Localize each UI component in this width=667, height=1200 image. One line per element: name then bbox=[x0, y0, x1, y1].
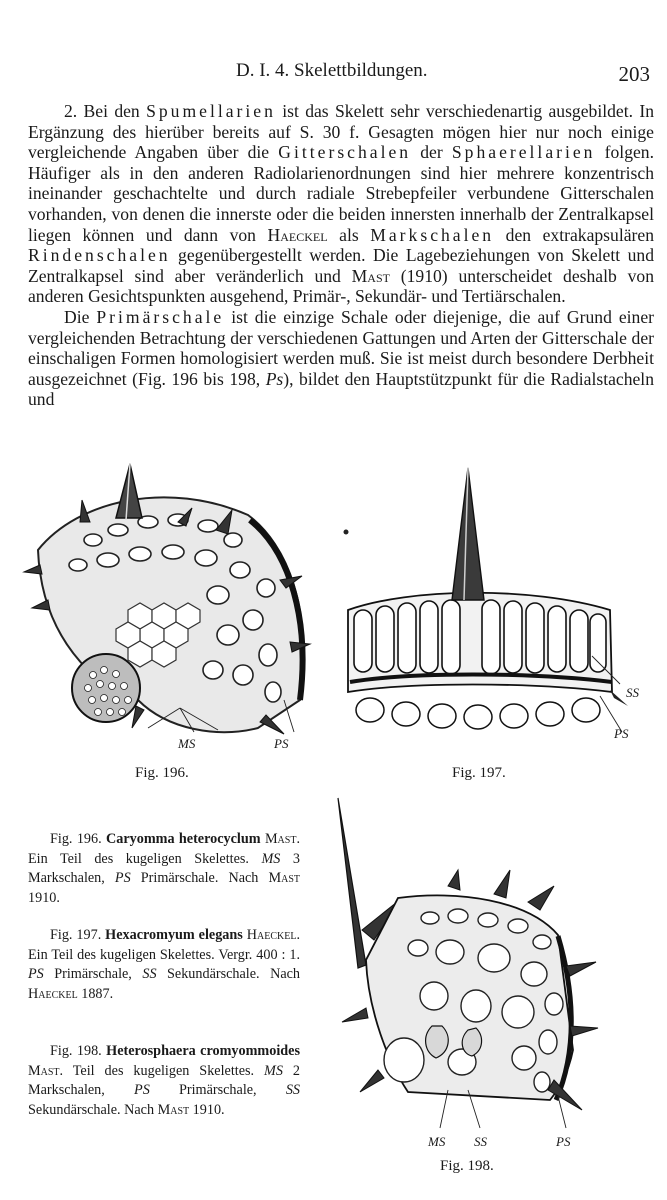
figure-197-label: Fig. 197. bbox=[452, 765, 506, 781]
author-haeckel: Haeckel bbox=[267, 224, 328, 245]
caption-198: Fig. 198. Heterosphaera cromyommoides Mast. Teil des kugeligen Skelettes. MS 2 Markschalen, PS Primärschale, SS Sekundärschale. Nach Mast 1910. bbox=[28, 1043, 300, 1118]
fig197-label-ss: SS bbox=[626, 685, 639, 700]
caption-196: Fig. 196. Caryomma heterocyclum Mast. Ein Teil des kugeligen Skelettes. MS 3 Markschalen, PS Primärschale. Nach Mast 1910. bbox=[28, 831, 300, 906]
author-mast: Mast bbox=[351, 265, 390, 286]
fig198-label-ss: SS bbox=[474, 1134, 487, 1149]
emphasis-gitterschalen: Gitterschalen bbox=[278, 142, 412, 163]
section-title: D. I. 4. Skelettbildungen. bbox=[236, 60, 428, 81]
fig198-label-ps: PS bbox=[556, 1134, 571, 1149]
running-header bbox=[28, 60, 654, 88]
body-text bbox=[28, 101, 654, 410]
emphasis-primarschale: Primärschale bbox=[96, 306, 225, 327]
emphasis-spumellarien: Spumellarien bbox=[146, 101, 276, 121]
figure-196-illustration bbox=[18, 460, 318, 760]
fig196-label-ms: MS bbox=[178, 736, 196, 751]
fig197-label-ps: PS bbox=[614, 726, 629, 741]
species-name: Heterosphaera cromyommoides bbox=[106, 1043, 300, 1059]
figure-197 bbox=[330, 460, 650, 760]
figure-198-illustration bbox=[318, 790, 618, 1152]
emphasis-markschalen: Markschalen bbox=[370, 224, 495, 245]
abbrev-ps: Ps bbox=[265, 368, 284, 389]
fig198-label-ms: MS bbox=[428, 1134, 446, 1149]
figure-198 bbox=[318, 790, 618, 1152]
figure-198-label: Fig. 198. bbox=[440, 1158, 494, 1174]
figure-196 bbox=[18, 460, 318, 760]
page-number: 203 bbox=[618, 62, 650, 86]
fig196-label-ps: PS bbox=[274, 736, 289, 751]
species-name: Hexacromyum elegans bbox=[105, 927, 243, 943]
species-name: Caryomma heterocyclum bbox=[106, 831, 261, 847]
figure-196-label: Fig. 196. bbox=[135, 765, 189, 781]
caption-197: Fig. 197. Hexacromyum elegans Haeckel. Ein Teil des kugeligen Skelettes. Vergr. 400 : 1. PS Primärschale, SS Sekundärschale. Nach Haeckel 1887. bbox=[28, 927, 301, 1002]
emphasis-sphaerellarien: Sphaerellarien bbox=[451, 142, 596, 163]
paragraph-2: Die Primärschale ist die einzige Schale oder diejenige, die auf Grund einer vergleichenden Betrachtung der verschiedenen Gattungen und Arten der Gitterschale der einschaligen Formen homologisiert werden muß. Sie ist meist durch besondere Derbheit ausgezeichnet (Fig. 196 bis 198, Ps), bildet den Hauptstützpunkt für die Radialstacheln und bbox=[28, 306, 654, 410]
emphasis-rindenschalen: Rindenschalen bbox=[28, 245, 171, 266]
paragraph-1: 2. Bei den Spumellarien ist das Skelett sehr verschiedenartig ausgebildet. In Ergänzung des hierüber bereits auf S. 30 f. Gesagten mögen hier nur noch einige vergleichende Angaben über die Gitterschalen der Sphaerellarien folgen. Häufiger als in den anderen Radiolarienordnungen sind hier mehrere konzentrisch ineinander geschachtelte und durch radiale Strebepfeiler verbundene Gitterschalen vorhanden, von denen die innerste oder die beiden innersten innerhalb der Zentralkapsel liegen können und dann von Haeckel als Markschalen den extrakapsulären Rindenschalen gegenübergestellt werden. Die Lagebeziehungen von Skelett und Zentralkapsel sind aber veränderlich und Mast (1910) unterscheidet deshalb von anderen Gesichtspunkten ausgehend, Primär-, Sekundär- und Tertiärschalen. bbox=[28, 101, 654, 307]
figure-197-illustration bbox=[330, 460, 650, 760]
